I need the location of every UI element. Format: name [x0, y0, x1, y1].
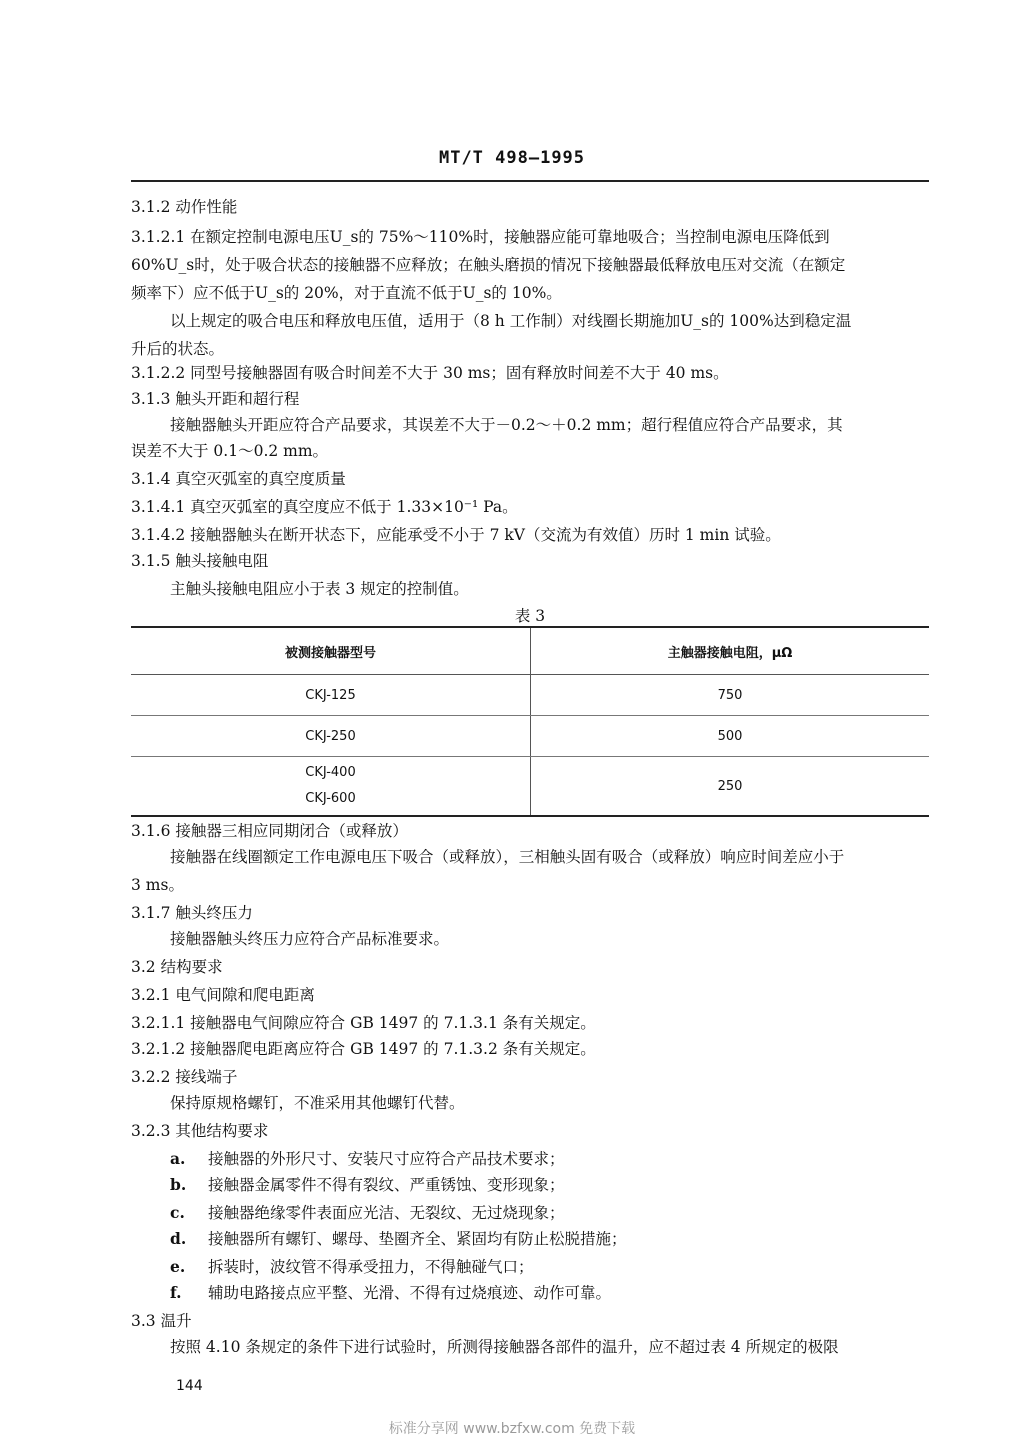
clause-3-2-1-1: 3.2.1.1 接触器电气间隙应符合 GB 1497 的 7.1.3.1 条有关规定。 [131, 1014, 596, 1032]
list-text: 接触器的外形尺寸、安装尺寸应符合产品技术要求； [208, 1150, 565, 1168]
table-cell-model [131, 757, 531, 817]
table-cell-value: 500 [531, 716, 930, 757]
list-item [170, 1282, 930, 1304]
page-number: 144 [176, 1378, 203, 1394]
paragraph-line: 按照 4.10 条规定的条件下进行试验时，所测得接触器各部件的温升，应不超过表 4 所规定的极限 [170, 1338, 839, 1356]
clause-3-2-1-2: 3.2.1.2 接触器爬电距离应符合 GB 1497 的 7.1.3.2 条有关规定。 [131, 1040, 596, 1058]
paragraph-line: 60%U_s时，处于吸合状态的接触器不应释放；在触头磨损的情况下接触器最低释放电压对交流（在额定 [131, 256, 846, 274]
table-cell-value: 250 [531, 757, 930, 817]
list-text: 辅助电路接点应平整、光滑、不得有过烧痕迹、动作可靠。 [208, 1284, 612, 1302]
standard-header: MT/T 498—1995 [438, 148, 586, 168]
paragraph-line: 保持原规格螺钉，不准采用其他螺钉代替。 [170, 1094, 465, 1112]
list-letter: d. [170, 1229, 187, 1248]
list-text: 接触器金属零件不得有裂纹、严重锈蚀、变形现象； [208, 1176, 565, 1194]
paragraph-line: 频率下）应不低于U_s的 20%，对于直流不低于U_s的 10%。 [131, 284, 562, 302]
list-item [170, 1228, 930, 1250]
list-text: 拆装时，波纹管不得承受扭力，不得触碰气口； [208, 1258, 534, 1276]
table-cell-model: CKJ-125 [131, 675, 531, 716]
list-letter: a. [170, 1149, 186, 1168]
clause-3-1-2: 3.1.2 动作性能 [131, 198, 238, 216]
clause-3-1-6: 3.1.6 接触器三相应同期闭合（或释放） [131, 822, 408, 840]
clause-3-1-4-1: 3.1.4.1 真空灭弧室的真空度应不低于 1.33×10⁻¹ Pa。 [131, 498, 518, 516]
clause-3-1-3: 3.1.3 触头开距和超行程 [131, 390, 300, 408]
paragraph-line: 接触器在线圈额定工作电源电压下吸合（或释放），三相触头固有吸合（或释放）响应时间差应小于 [170, 848, 845, 866]
model-label: CKJ-600 [305, 791, 356, 806]
clause-3-2: 3.2 结构要求 [131, 958, 223, 976]
clause-3-1-5: 3.1.5 触头接触电阻 [131, 552, 269, 570]
paragraph-line: 接触器触头终压力应符合产品标准要求。 [170, 930, 450, 948]
clause-3-2-3: 3.2.3 其他结构要求 [131, 1122, 269, 1140]
table-cell-value: 750 [531, 675, 930, 716]
list-item [170, 1148, 930, 1170]
clause-3-1-2-2: 3.1.2.2 同型号接触器固有吸合时间差不大于 30 ms；固有释放时间差不大于 40 ms。 [131, 364, 729, 382]
paragraph-line: 升后的状态。 [131, 340, 225, 358]
list-letter: f. [170, 1283, 182, 1302]
table-row [131, 757, 929, 817]
clause-3-3: 3.3 温升 [131, 1312, 192, 1330]
list-text: 接触器绝缘零件表面应光洁、无裂纹、无过烧现象； [208, 1204, 565, 1222]
contact-resistance-table [131, 626, 929, 817]
paragraph-line: 3 ms。 [131, 876, 184, 894]
table-cell-model: CKJ-250 [131, 716, 531, 757]
site-watermark: 标准分享网 www.bzfxw.com 免费下载 [388, 1421, 636, 1437]
table-header-resistance: 主触器接触电阻，μΩ [531, 627, 930, 675]
model-label: CKJ-400 [305, 765, 356, 780]
clause-3-1-4: 3.1.4 真空灭弧室的真空度质量 [131, 470, 346, 488]
clause-3-1-2-1: 3.1.2.1 在额定控制电源电压U_s的 75%～110%时，接触器应能可靠地吸合；当控制电源电压降低到 [131, 228, 830, 246]
clause-3-2-2: 3.2.2 接线端子 [131, 1068, 238, 1086]
list-item [170, 1174, 930, 1196]
list-letter: e. [170, 1257, 186, 1276]
clause-3-1-7: 3.1.7 触头终压力 [131, 904, 253, 922]
list-letter: c. [170, 1203, 185, 1222]
list-item [170, 1202, 930, 1224]
table-header-model: 被测接触器型号 [131, 627, 531, 675]
list-item [170, 1256, 930, 1278]
header-rule [131, 180, 929, 182]
paragraph-line: 主触头接触电阻应小于表 3 规定的控制值。 [170, 580, 469, 598]
paragraph-line: 接触器触头开距应符合产品要求，其误差不大于－0.2～＋0.2 mm；超行程值应符合产品要求，其 [170, 416, 843, 434]
list-letter: b. [170, 1175, 187, 1194]
clause-3-2-1: 3.2.1 电气间隙和爬电距离 [131, 986, 315, 1004]
table-row [131, 675, 929, 716]
clause-3-1-4-2: 3.1.4.2 接触器触头在断开状态下，应能承受不小于 7 kV（交流为有效值）历时 1 min 试验。 [131, 526, 781, 544]
paragraph-line: 以上规定的吸合电压和释放电压值，适用于（8 h 工作制）对线圈长期施加U_s的 100%达到稳定温 [170, 312, 852, 330]
table-caption: 表 3 [514, 607, 546, 625]
paragraph-line: 误差不大于 0.1～0.2 mm。 [131, 442, 329, 460]
list-text: 接触器所有螺钉、螺母、垫圈齐全、紧固均有防止松脱措施； [208, 1230, 627, 1248]
table-row [131, 716, 929, 757]
